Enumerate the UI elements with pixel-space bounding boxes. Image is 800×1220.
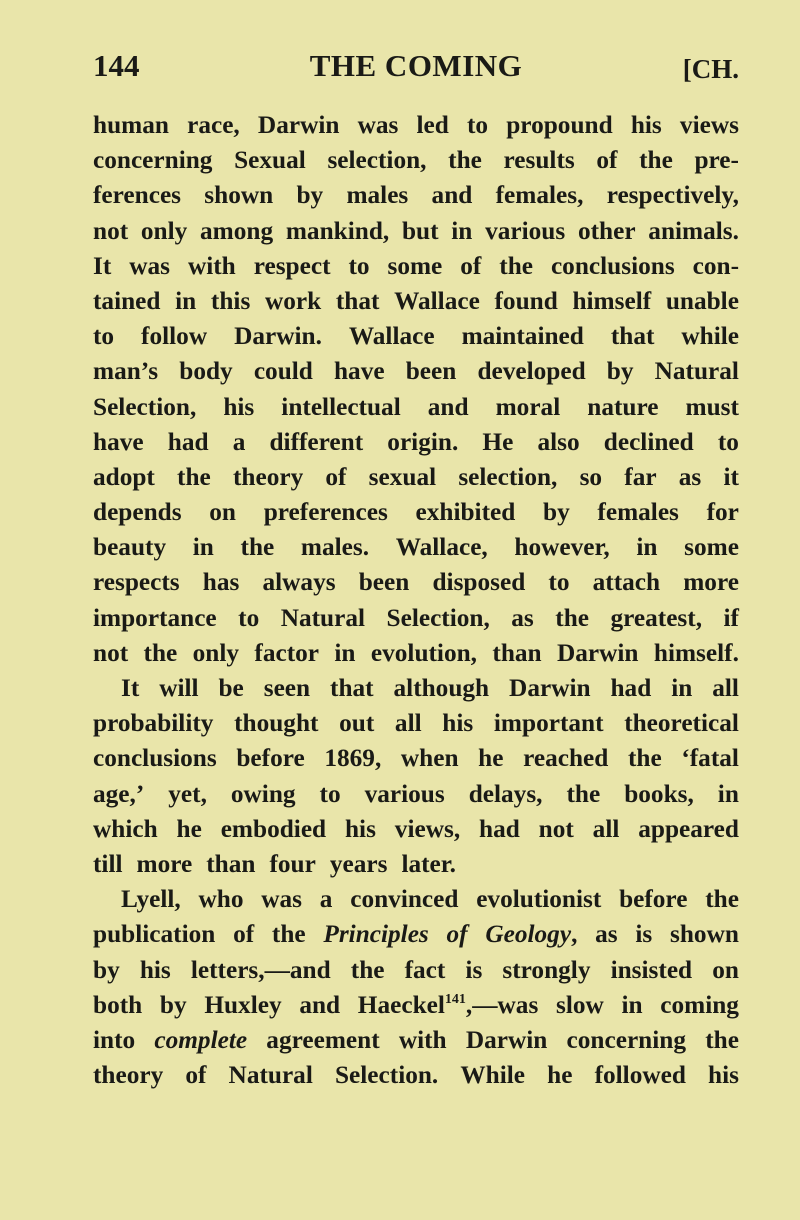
word: of	[460, 251, 482, 280]
word: important	[493, 709, 604, 738]
word: factor	[254, 638, 320, 667]
word: selection,	[327, 146, 427, 175]
word: followed	[594, 1061, 686, 1090]
word: must	[685, 392, 739, 421]
word: maintained	[461, 322, 584, 351]
word: in	[334, 638, 356, 667]
word: had	[167, 427, 209, 456]
text-line	[93, 495, 739, 530]
word: been	[358, 568, 410, 597]
word: Selection.	[334, 1061, 439, 1090]
word: when	[400, 744, 459, 773]
word: the	[555, 603, 589, 632]
text-line	[93, 214, 739, 249]
text-line	[93, 741, 739, 776]
word: Natural	[228, 1061, 313, 1090]
word: however,	[514, 533, 610, 562]
word: his	[139, 955, 171, 984]
word: also	[537, 427, 580, 456]
word: and	[431, 181, 473, 210]
word: pre-	[694, 146, 739, 175]
word: in	[671, 674, 693, 702]
word: the	[240, 533, 275, 562]
word: himself	[572, 286, 652, 315]
word: Sexual	[234, 146, 306, 175]
word: the	[177, 462, 211, 491]
word: some	[387, 251, 443, 280]
word: importance	[93, 603, 217, 632]
text-line	[93, 706, 739, 741]
word: tained	[93, 286, 161, 315]
word: as	[678, 462, 702, 491]
word: by	[159, 990, 187, 1019]
page-number: 144	[93, 48, 140, 83]
word: in	[192, 533, 214, 562]
word: could	[253, 357, 313, 386]
word: by	[296, 181, 324, 210]
word: with	[187, 251, 236, 280]
word: other	[577, 216, 636, 245]
text-line	[93, 284, 739, 319]
word: his	[708, 1061, 739, 1090]
word: conclusions	[93, 744, 217, 773]
word: concerning	[93, 146, 213, 175]
word: males	[346, 181, 409, 210]
text-line	[93, 812, 739, 847]
word: conclusions	[550, 251, 675, 280]
word: Huxley	[204, 990, 282, 1019]
text-line	[93, 988, 739, 1023]
text-line	[93, 917, 739, 952]
word: nature	[587, 392, 659, 421]
word: who	[198, 885, 244, 914]
word: the	[705, 1025, 739, 1054]
word: Geology,	[485, 920, 578, 949]
word: in	[451, 216, 473, 245]
body-text	[93, 108, 739, 1093]
word: Darwin	[509, 674, 591, 702]
word: race,	[187, 111, 240, 139]
word: been	[405, 357, 457, 386]
word: the	[499, 251, 533, 280]
word: While	[460, 1061, 526, 1090]
word: beauty	[93, 533, 167, 562]
word: views	[679, 111, 739, 139]
word: his	[630, 111, 662, 139]
word: himself.	[653, 638, 739, 667]
word: among	[200, 216, 274, 245]
text-line	[93, 425, 739, 460]
word: this	[210, 286, 251, 315]
text-line	[93, 777, 739, 812]
word: to	[348, 251, 370, 280]
word: was	[129, 251, 170, 280]
word: intellectual	[281, 392, 401, 421]
word: publication	[93, 920, 216, 949]
word: that	[330, 674, 374, 702]
word: theoretical	[624, 709, 739, 738]
word: yet,	[168, 779, 207, 808]
word: Selection,	[93, 392, 197, 421]
word: selection,	[458, 462, 558, 491]
word: has	[202, 568, 240, 597]
word: results	[503, 146, 575, 175]
page-header	[93, 48, 739, 88]
word: mankind,	[285, 216, 390, 245]
text-line	[93, 143, 739, 178]
word: shown	[204, 181, 274, 210]
word: views,	[394, 814, 461, 843]
word: the	[705, 885, 739, 914]
word: till	[93, 849, 123, 878]
word: into	[93, 1025, 136, 1054]
word: so	[579, 462, 603, 491]
word: follow	[141, 322, 208, 351]
word: propound	[506, 111, 613, 139]
word: both	[93, 990, 143, 1019]
word: in	[175, 286, 197, 315]
word: a	[232, 427, 246, 456]
word: 1869,	[324, 744, 382, 773]
word: the	[271, 920, 306, 949]
text-line	[93, 319, 739, 354]
word: adopt	[93, 462, 155, 491]
text-line	[93, 882, 739, 917]
word: he	[176, 814, 202, 843]
word: Darwin	[465, 1025, 548, 1054]
word: some	[684, 533, 739, 562]
text-line	[93, 460, 739, 495]
word: have	[93, 427, 144, 456]
word: Wallace	[348, 322, 435, 351]
text-line	[93, 390, 739, 425]
word: strongly	[502, 955, 591, 984]
word: exhibited	[415, 498, 516, 527]
word: Principles	[323, 920, 429, 949]
word: which	[93, 814, 158, 843]
word: years	[329, 849, 388, 878]
word: respect	[253, 251, 331, 280]
word: ‘fatal	[681, 744, 739, 773]
word: if	[723, 603, 739, 632]
word: only	[192, 638, 240, 667]
word: had	[479, 814, 520, 843]
word: letters,—and	[190, 955, 331, 984]
word: a	[319, 885, 333, 914]
word: females,	[495, 181, 584, 210]
word: Darwin	[556, 638, 639, 667]
word: the	[566, 779, 601, 808]
word: moral	[495, 392, 561, 421]
word: embodied	[220, 814, 327, 843]
word: his	[442, 709, 474, 738]
word: he	[547, 1061, 573, 1090]
running-title: THE COMING	[309, 48, 523, 83]
word: to	[238, 603, 260, 632]
word: the	[350, 955, 385, 984]
text-line	[93, 671, 739, 706]
word: thought	[234, 709, 319, 738]
word: attach	[592, 568, 661, 597]
word: of	[185, 1061, 207, 1090]
word: ferences	[93, 181, 182, 210]
word: greatest,	[610, 603, 703, 632]
word: it	[723, 462, 739, 491]
word: but	[401, 216, 439, 245]
word: in	[621, 990, 643, 1019]
word: will	[159, 674, 199, 702]
word: have	[333, 357, 385, 386]
word: respectively,	[606, 181, 739, 210]
word: Darwin.	[234, 322, 322, 351]
word: more	[136, 849, 193, 878]
word: body	[179, 357, 233, 386]
word: found	[494, 286, 558, 315]
word: Natural	[654, 357, 739, 386]
word: the	[448, 146, 482, 175]
text-line	[93, 601, 739, 636]
word: to	[548, 568, 570, 597]
word: than	[206, 849, 256, 878]
word: fact	[404, 955, 446, 984]
word: males.	[300, 533, 370, 562]
word: in	[717, 779, 739, 808]
word: that	[335, 286, 380, 315]
word: of	[233, 920, 255, 949]
word: Selection,	[386, 603, 490, 632]
word: and	[299, 990, 341, 1019]
word: was	[261, 885, 303, 914]
word: of	[325, 462, 347, 491]
word: on	[209, 498, 236, 527]
word: to	[319, 779, 341, 808]
word: is	[635, 920, 653, 949]
word: for	[706, 498, 739, 527]
word: Wallace	[394, 286, 480, 315]
word: led	[416, 111, 449, 139]
word: by	[93, 955, 120, 984]
word: his	[344, 814, 376, 843]
word: he	[478, 744, 504, 773]
word: his	[223, 392, 255, 421]
word: age,’	[93, 779, 145, 808]
word: depends	[93, 498, 182, 527]
word: before	[619, 885, 688, 914]
word: not	[93, 638, 129, 667]
word: complete	[154, 1025, 248, 1054]
word: delays,	[468, 779, 543, 808]
word: work	[264, 286, 322, 315]
word: as	[595, 920, 618, 949]
word: coming	[660, 990, 739, 1019]
word: all	[712, 674, 739, 702]
word: theory	[93, 1061, 164, 1090]
word: seen	[263, 674, 311, 702]
word: although	[393, 674, 490, 702]
word: Haeckel$^{141}$,—was	[357, 990, 539, 1019]
word: be	[218, 674, 244, 702]
word: only	[140, 216, 188, 245]
word: owing	[230, 779, 296, 808]
word: declined	[603, 427, 694, 456]
word: before	[236, 744, 305, 773]
word: evolutionist	[476, 885, 602, 914]
word: as	[511, 603, 534, 632]
word: theory	[232, 462, 304, 491]
word: disposed	[432, 568, 526, 597]
text-line	[93, 249, 739, 284]
word: probability	[93, 709, 214, 738]
word: not	[93, 216, 129, 245]
text-line	[93, 178, 739, 213]
word: in	[636, 533, 658, 562]
word: more	[683, 568, 739, 597]
word: Darwin	[257, 111, 340, 139]
word: the	[143, 638, 178, 667]
word: different	[269, 427, 364, 456]
word: Lyell,	[121, 885, 181, 914]
text-line	[93, 847, 739, 882]
text-line	[93, 636, 739, 671]
word: concerning	[566, 1025, 686, 1054]
word: to	[467, 111, 489, 139]
text-line	[93, 108, 739, 143]
word: the	[639, 146, 673, 175]
word: man’s	[93, 357, 159, 386]
word: females	[597, 498, 679, 527]
word: evolution,	[370, 638, 478, 667]
word: that	[610, 322, 655, 351]
word: various	[364, 779, 445, 808]
word: con-	[692, 251, 739, 280]
word: reached	[523, 744, 609, 773]
word: Natural	[280, 603, 366, 632]
word: all	[592, 814, 620, 843]
word: out	[339, 709, 375, 738]
word: shown	[670, 920, 739, 949]
word: to	[93, 322, 115, 351]
word: while	[681, 322, 739, 351]
word: by	[543, 498, 570, 527]
word: human	[93, 111, 169, 139]
word: He	[482, 427, 514, 456]
word: of	[446, 920, 468, 949]
word: It	[121, 674, 140, 702]
word: developed	[477, 357, 586, 386]
word: all	[394, 709, 422, 738]
word: far	[624, 462, 657, 491]
chapter-mark: [CH.	[682, 54, 739, 84]
word: by	[606, 357, 634, 386]
word: always	[262, 568, 336, 597]
word: sexual	[368, 462, 437, 491]
word: had	[610, 674, 652, 702]
word: on	[712, 955, 739, 984]
word: to	[717, 427, 739, 456]
word: not	[538, 814, 574, 843]
word: various	[485, 216, 566, 245]
text-line	[93, 565, 739, 600]
word: of	[596, 146, 618, 175]
word: slow	[555, 990, 604, 1019]
word: preferences	[263, 498, 388, 527]
word: the	[627, 744, 662, 773]
word: Wallace,	[395, 533, 488, 562]
word: is	[465, 955, 483, 984]
text-line	[93, 1023, 739, 1058]
word: respects	[93, 568, 180, 597]
word: convinced	[350, 885, 459, 914]
word: appeared	[638, 814, 739, 843]
word: insisted	[610, 955, 693, 984]
word: than	[492, 638, 542, 667]
word: four	[269, 849, 316, 878]
word: with	[398, 1025, 447, 1054]
text-line	[93, 354, 739, 389]
text-line	[93, 953, 739, 988]
text-line	[93, 1058, 739, 1093]
word: later.	[401, 849, 457, 878]
word: unable	[665, 286, 739, 315]
word: was	[357, 111, 399, 139]
word: and	[427, 392, 469, 421]
text-line	[93, 530, 739, 565]
word: agreement	[266, 1025, 380, 1054]
word: animals.	[648, 216, 739, 245]
word: It	[93, 251, 112, 280]
word: origin.	[387, 427, 459, 456]
word: books,	[624, 779, 694, 808]
